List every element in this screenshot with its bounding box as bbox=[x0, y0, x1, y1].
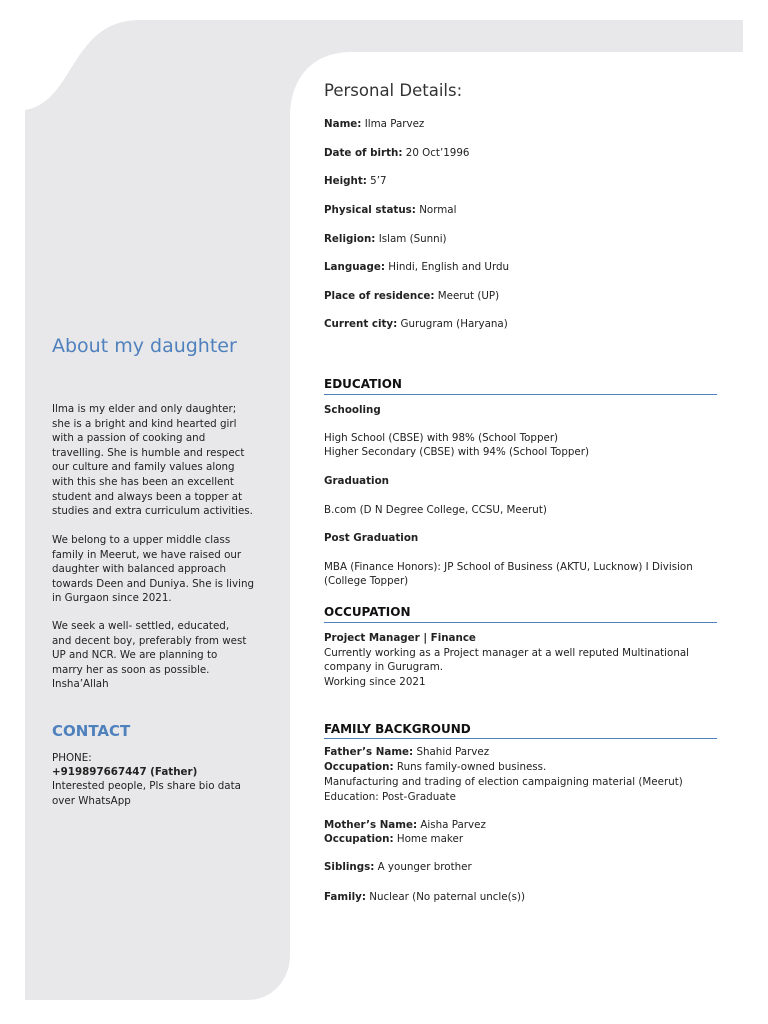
field-label: Place of residence: bbox=[324, 290, 435, 302]
father-occupation-label: Occupation: bbox=[324, 761, 394, 773]
field-value: Normal bbox=[419, 204, 457, 216]
about-paragraph-line: marry her as soon as possible. bbox=[52, 664, 210, 676]
siblings-label: Siblings: bbox=[324, 861, 375, 873]
mother-occupation bbox=[324, 832, 463, 847]
mother-name-label: Mother’s Name: bbox=[324, 819, 418, 831]
occupation-role: Project Manager | Finance bbox=[324, 632, 476, 644]
about-paragraph-line: travelling. She is humble and respect bbox=[52, 447, 245, 459]
contact-note-line: over WhatsApp bbox=[52, 795, 131, 807]
father-occupation-value: Runs family-owned business. bbox=[396, 761, 547, 773]
field-label: Height: bbox=[324, 175, 367, 187]
post-graduation-line: (College Topper) bbox=[324, 575, 409, 587]
about-paragraph-line: with a passion of cooking and bbox=[52, 432, 206, 444]
occupation-line: Currently working as a Project manager at a well reputed Multinational bbox=[324, 647, 690, 659]
about-paragraph-line: with this she has been an excellent bbox=[52, 476, 234, 488]
field-date-of-birth bbox=[324, 146, 469, 161]
graduation-value: B.com (D N Degree College, CCSU, Meerut) bbox=[324, 504, 547, 516]
field-name bbox=[324, 117, 424, 132]
post-graduation-label: Post Graduation bbox=[324, 532, 419, 544]
schooling-line: Higher Secondary (CBSE) with 94% (School Topper) bbox=[324, 446, 589, 458]
field-current-city bbox=[324, 317, 508, 332]
family-background-heading: FAMILY BACKGROUND bbox=[324, 722, 471, 736]
about-paragraph-line: family in Meerut, we have raised our bbox=[52, 549, 242, 561]
about-paragraph-line: Ilma is my elder and only daughter; bbox=[52, 403, 237, 415]
occupation-heading: OCCUPATION bbox=[324, 605, 411, 619]
about-paragraph-line: and decent boy, preferably from west bbox=[52, 635, 247, 647]
about-paragraph-line: studies and extra curriculum activities. bbox=[52, 505, 253, 517]
family-background-divider bbox=[324, 738, 717, 739]
about-paragraph-line: UP and NCR. We are planning to bbox=[52, 649, 218, 661]
field-physical-status bbox=[324, 203, 456, 218]
field-value: 20 Oct’1996 bbox=[405, 147, 470, 159]
about-heading: About my daughter bbox=[52, 335, 237, 357]
occupation-line: company in Gurugram. bbox=[324, 661, 444, 673]
field-language bbox=[324, 260, 509, 275]
siblings-value: A younger brother bbox=[377, 861, 472, 873]
about-paragraph-line: towards Deen and Duniya. She is living bbox=[52, 578, 255, 590]
field-label: Language: bbox=[324, 261, 385, 273]
schooling-line: High School (CBSE) with 98% (School Topper) bbox=[324, 432, 559, 444]
mother-name bbox=[324, 818, 486, 833]
field-label: Physical status: bbox=[324, 204, 416, 216]
field-value: 5’7 bbox=[370, 175, 387, 187]
phone-label: PHONE: bbox=[52, 752, 92, 764]
field-label: Religion: bbox=[324, 233, 376, 245]
field-place-of-residence bbox=[324, 289, 499, 304]
about-paragraph-line: Insha’Allah bbox=[52, 678, 109, 690]
field-height bbox=[324, 174, 387, 189]
field-religion bbox=[324, 232, 447, 247]
mother-occupation-value: Home maker bbox=[396, 833, 464, 845]
contact-heading: CONTACT bbox=[52, 722, 131, 740]
about-paragraph-line: We belong to a upper middle class bbox=[52, 534, 231, 546]
education-heading: EDUCATION bbox=[324, 377, 402, 391]
personal-details-heading: Personal Details: bbox=[324, 81, 463, 100]
field-value: Ilma Parvez bbox=[364, 118, 425, 130]
mother-occupation-label: Occupation: bbox=[324, 833, 394, 845]
post-graduation-line: MBA (Finance Honors): JP School of Business (AKTU, Lucknow) I Division bbox=[324, 561, 693, 573]
occupation-divider bbox=[324, 622, 717, 623]
field-value: Gurugram (Haryana) bbox=[400, 318, 508, 330]
family-type bbox=[324, 890, 525, 905]
education-divider bbox=[324, 394, 717, 395]
field-value: Meerut (UP) bbox=[437, 290, 500, 302]
field-value: Islam (Sunni) bbox=[378, 233, 447, 245]
mother-name-value: Aisha Parvez bbox=[420, 819, 486, 831]
father-occupation bbox=[324, 760, 546, 775]
father-name bbox=[324, 745, 489, 760]
field-label: Date of birth: bbox=[324, 147, 403, 159]
about-paragraph-line: student and always been a topper at bbox=[52, 491, 243, 503]
family-type-value: Nuclear (No paternal uncle(s)) bbox=[369, 891, 526, 903]
graduation-label: Graduation bbox=[324, 475, 389, 487]
father-name-label: Father’s Name: bbox=[324, 746, 414, 758]
father-business: Manufacturing and trading of election campaigning material (Meerut) bbox=[324, 776, 683, 788]
siblings bbox=[324, 860, 472, 875]
contact-note-line: Interested people, Pls share bio data bbox=[52, 780, 241, 792]
field-label: Current city: bbox=[324, 318, 398, 330]
family-type-label: Family: bbox=[324, 891, 366, 903]
field-label: Name: bbox=[324, 118, 362, 130]
about-paragraph-line: daughter with balanced approach bbox=[52, 563, 226, 575]
father-name-value: Shahid Parvez bbox=[416, 746, 490, 758]
about-paragraph-line: We seek a well- settled, educated, bbox=[52, 620, 230, 632]
about-paragraph-line: she is a bright and kind hearted girl bbox=[52, 418, 237, 430]
occupation-line: Working since 2021 bbox=[324, 676, 426, 688]
father-education: Education: Post-Graduate bbox=[324, 791, 456, 803]
field-value: Hindi, English and Urdu bbox=[388, 261, 510, 273]
schooling-label: Schooling bbox=[324, 404, 381, 416]
phone-number: +919897667447 (Father) bbox=[52, 766, 198, 778]
about-paragraph-line: our culture and family values along bbox=[52, 461, 235, 473]
about-paragraph-line: in Gurgaon since 2021. bbox=[52, 592, 172, 604]
